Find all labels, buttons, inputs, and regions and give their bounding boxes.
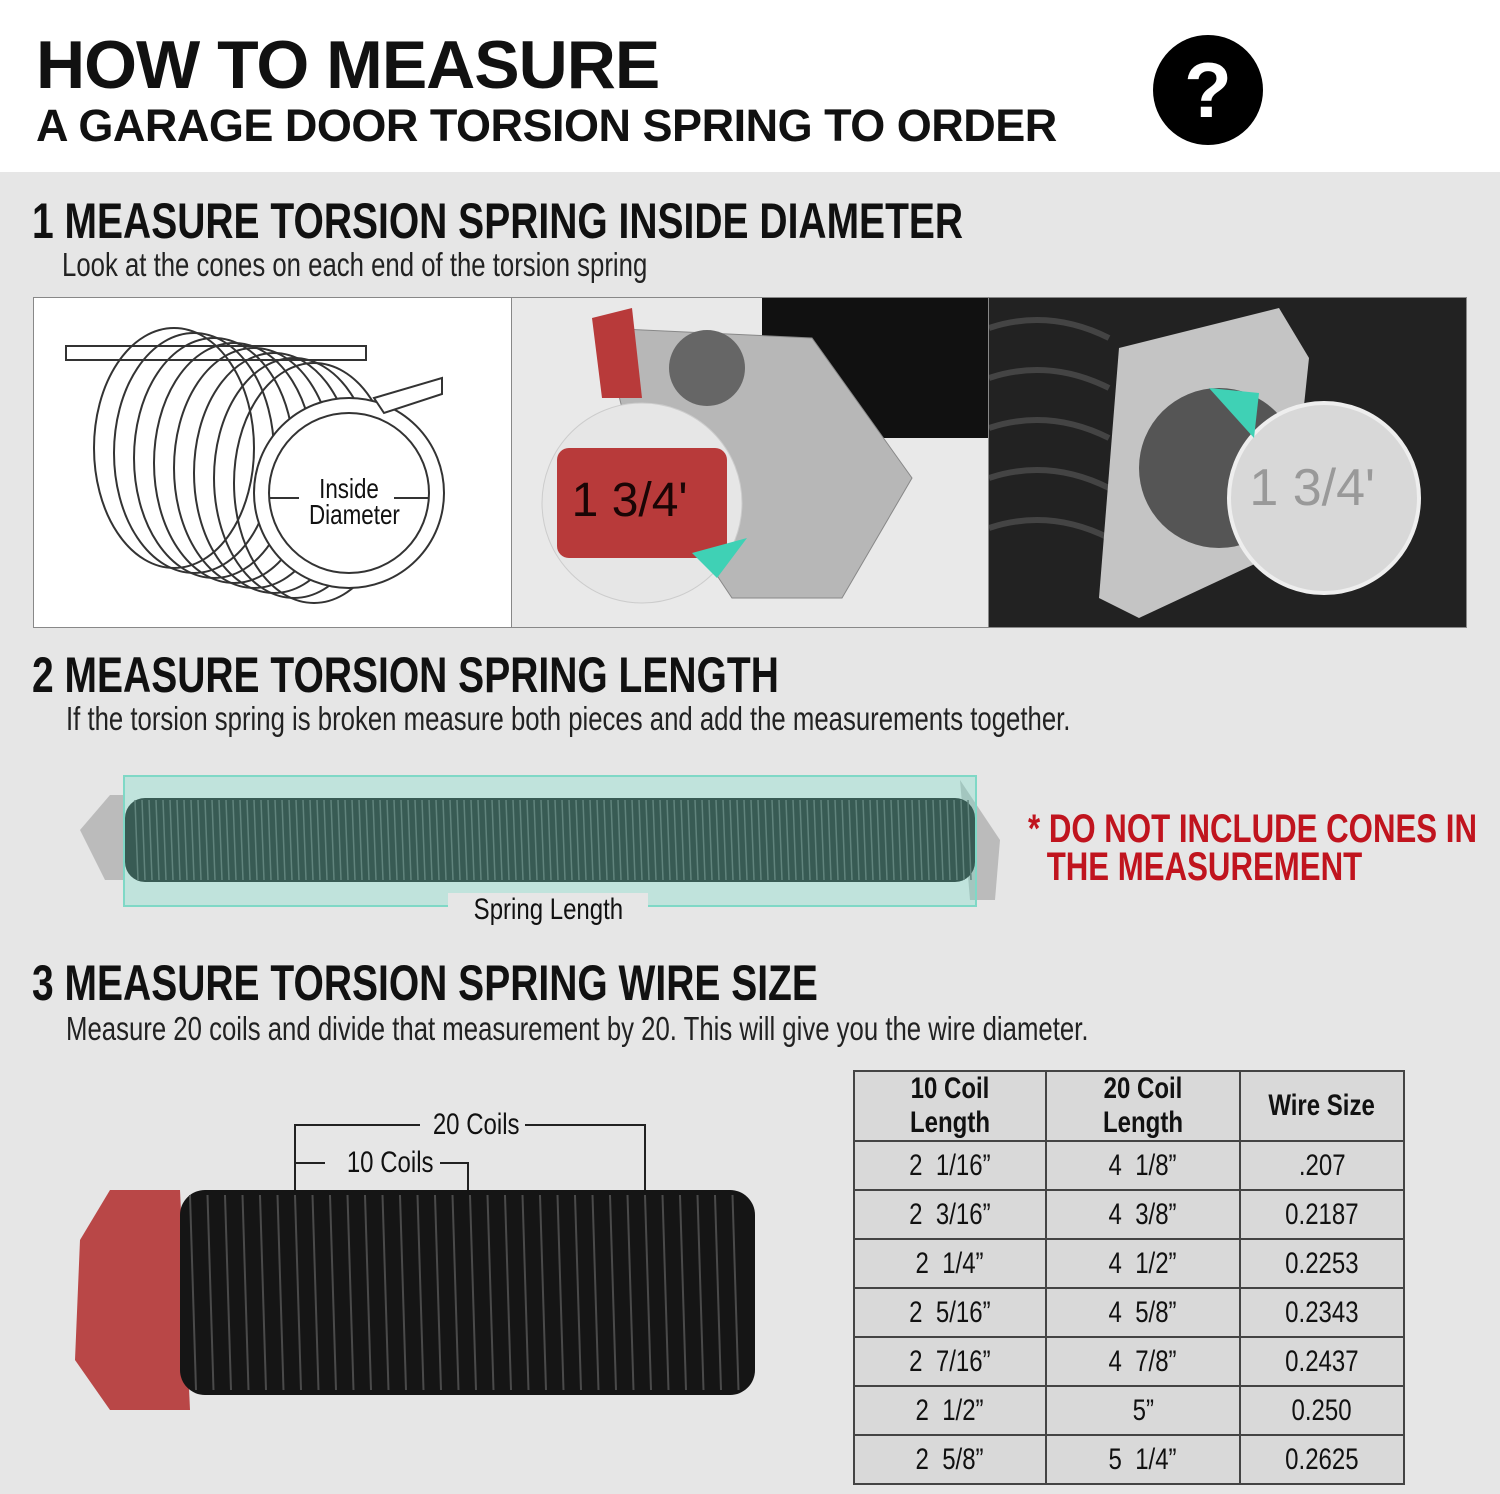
label-10-coils: 10 Coils bbox=[346, 1146, 434, 1179]
cell-text: 0.2625 bbox=[1285, 1442, 1359, 1476]
table-cell bbox=[1240, 1288, 1404, 1337]
table-cell bbox=[1046, 1190, 1240, 1239]
table-cell bbox=[1046, 1337, 1240, 1386]
cones-warning-note bbox=[1028, 807, 1477, 889]
section3-subheading: Measure 20 coils and divide that measurement by 20. This will give you the wire diameter. bbox=[66, 1010, 1089, 1047]
cell-text: 5 1/4” bbox=[1108, 1442, 1178, 1476]
table-cell bbox=[1046, 1435, 1240, 1484]
table-row bbox=[854, 1435, 1404, 1484]
inside-diameter-images bbox=[33, 297, 1467, 628]
section2-subheading: If the torsion spring is broken measure both pieces and add the measurements together. bbox=[66, 700, 1071, 737]
table-cell bbox=[854, 1141, 1046, 1190]
cell-text: 4 1/8” bbox=[1108, 1148, 1178, 1182]
cell-text: 0.2437 bbox=[1285, 1344, 1359, 1378]
page-subtitle: A GARAGE DOOR TORSION SPRING TO ORDER bbox=[36, 100, 1057, 151]
cell-text: 2 3/16” bbox=[909, 1197, 991, 1231]
column-header: 10 Coil Length bbox=[910, 1072, 990, 1139]
table-cell bbox=[1240, 1386, 1404, 1435]
wire-size-table bbox=[853, 1070, 1405, 1485]
page-title: HOW TO MEASURE bbox=[36, 27, 660, 103]
table-cell bbox=[1240, 1337, 1404, 1386]
cell-text: 2 5/8” bbox=[915, 1442, 985, 1476]
diameter-label: Diameter bbox=[309, 499, 400, 530]
table-cell bbox=[854, 1386, 1046, 1435]
cone-photo-silver bbox=[989, 298, 1466, 627]
cell-text: 4 7/8” bbox=[1108, 1344, 1178, 1378]
section2-heading: 2 MEASURE TORSION SPRING LENGTH bbox=[32, 647, 779, 703]
note-star: * bbox=[1028, 807, 1041, 851]
spring-length-highlight bbox=[123, 775, 977, 907]
cell-text: 0.2187 bbox=[1285, 1197, 1359, 1231]
table-header-row bbox=[854, 1071, 1404, 1141]
table-row bbox=[854, 1141, 1404, 1190]
table-cell bbox=[854, 1288, 1046, 1337]
table-row bbox=[854, 1386, 1404, 1435]
column-header: Wire Size bbox=[1268, 1089, 1376, 1122]
cell-text: 0.250 bbox=[1291, 1393, 1353, 1427]
cone-marking-zoom: 1 3/4' bbox=[1249, 459, 1375, 517]
table-cell bbox=[854, 1435, 1046, 1484]
column-header: 20 Coil Length bbox=[1103, 1072, 1183, 1139]
cone-photo-red bbox=[512, 298, 990, 627]
inside-label: Inside bbox=[319, 473, 379, 504]
table-cell bbox=[1240, 1190, 1404, 1239]
spring-length-label: Spring Length bbox=[473, 893, 623, 926]
section1-subheading: Look at the cones on each end of the torsion spring bbox=[62, 246, 648, 283]
cell-text: 2 1/4” bbox=[915, 1246, 985, 1280]
section1-heading: 1 MEASURE TORSION SPRING INSIDE DIAMETER bbox=[32, 193, 964, 249]
table-cell bbox=[854, 1239, 1046, 1288]
cell-text: 0.2343 bbox=[1285, 1295, 1359, 1329]
table-cell bbox=[854, 1190, 1046, 1239]
label-20-coils: 20 Coils bbox=[432, 1108, 520, 1141]
table-cell bbox=[1046, 1239, 1240, 1288]
cell-text: 2 1/16” bbox=[909, 1148, 991, 1182]
note-line-2: THE MEASUREMENT bbox=[1046, 845, 1363, 889]
table-cell bbox=[1240, 1239, 1404, 1288]
table-row bbox=[854, 1190, 1404, 1239]
table-cell bbox=[1240, 1435, 1404, 1484]
cell-text: 2 5/16” bbox=[909, 1295, 991, 1329]
note-line-1: DO NOT INCLUDE CONES IN bbox=[1048, 807, 1477, 851]
table-row bbox=[854, 1337, 1404, 1386]
table-cell bbox=[1046, 1386, 1240, 1435]
table-cell bbox=[1046, 1141, 1240, 1190]
cell-text: 2 7/16” bbox=[909, 1344, 991, 1378]
table-cell bbox=[854, 1337, 1046, 1386]
section3-heading: 3 MEASURE TORSION SPRING WIRE SIZE bbox=[32, 955, 818, 1011]
cell-text: 0.2253 bbox=[1285, 1246, 1359, 1280]
cell-text: 4 1/2” bbox=[1108, 1246, 1178, 1280]
table-cell bbox=[1240, 1141, 1404, 1190]
question-mark-icon: ? bbox=[1153, 35, 1263, 145]
cell-text: 4 5/8” bbox=[1108, 1295, 1178, 1329]
cone-marking: 1 3/4' bbox=[571, 474, 688, 527]
cell-text: 5” bbox=[1132, 1393, 1154, 1427]
cell-text: 2 1/2” bbox=[915, 1393, 985, 1427]
table-row bbox=[854, 1288, 1404, 1337]
cell-text: .207 bbox=[1298, 1148, 1346, 1182]
table-cell bbox=[1046, 1288, 1240, 1337]
spring-diagram bbox=[34, 298, 512, 627]
cell-text: 4 3/8” bbox=[1108, 1197, 1178, 1231]
table-row bbox=[854, 1239, 1404, 1288]
